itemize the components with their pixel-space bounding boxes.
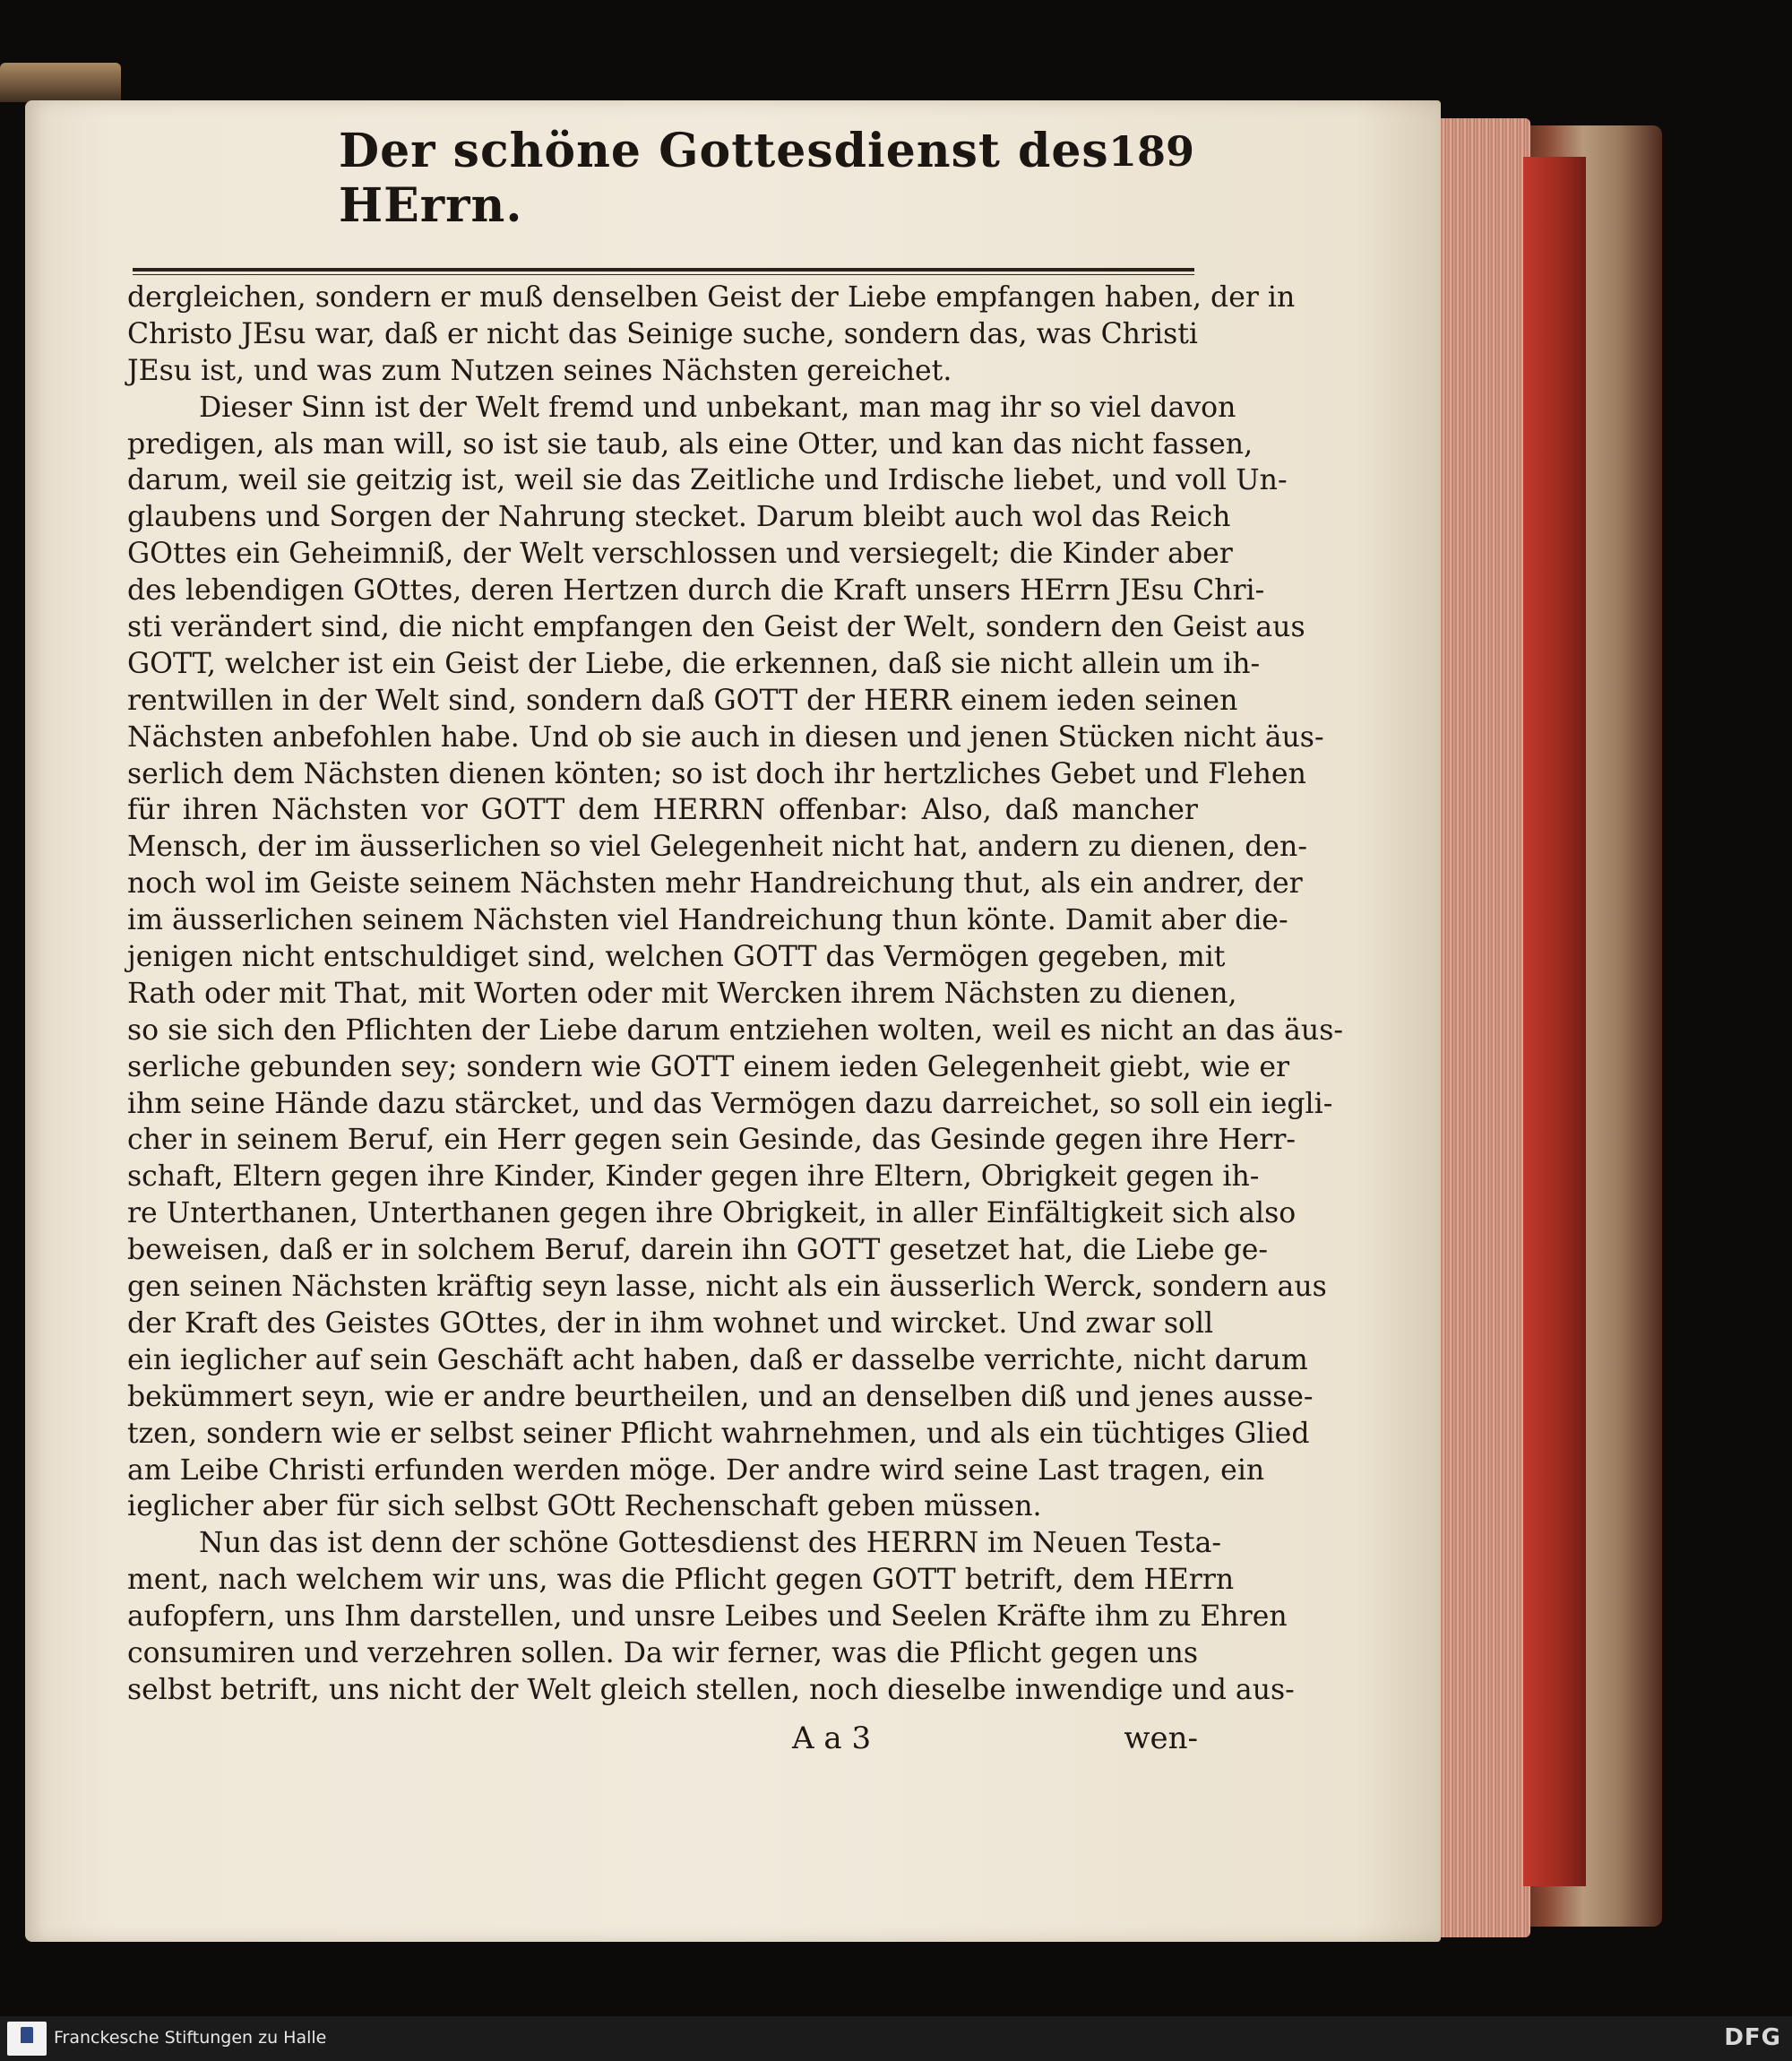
text-line: dergleichen, sondern er muß denselben Geist der Liebe empfangen haben, der in bbox=[127, 281, 1296, 314]
text-line: ein ieglicher auf sein Geschäft acht haben, daß er dasselbe verrichte, nicht darum bbox=[127, 1343, 1308, 1376]
text-line: predigen, als man will, so ist sie taub, als eine Otter, und kan das nicht fassen, bbox=[127, 427, 1254, 461]
text-line: der Kraft des Geistes GOttes, der in ihm wohnet und wircket. Und zwar soll bbox=[127, 1306, 1214, 1340]
text-line: noch wol im Geiste seinem Nächsten mehr Handreichung thut, als ein andrer, der bbox=[127, 867, 1303, 901]
book-spine bbox=[0, 63, 121, 102]
text-line: so sie sich den Pflichten der Liebe darum entziehen wolten, weil es nicht an das äus- bbox=[127, 1013, 1344, 1047]
text-line: im äusserlichen seinem Nächsten viel Handreichung thun könte. Damit aber die- bbox=[127, 904, 1288, 937]
page-edges bbox=[1432, 118, 1530, 1937]
page-number: 189 bbox=[1107, 127, 1194, 176]
text-line: Mensch, der im äusserlichen so viel Gelegenheit nicht hat, andern zu dienen, den- bbox=[127, 831, 1307, 864]
text-line: Dieser Sinn ist der Welt fremd und unbekant, man mag ihr so viel davon bbox=[199, 391, 1236, 424]
text-line: schaft, Eltern gegen ihre Kinder, Kinder gegen ihre Eltern, Obrigkeit gegen ih- bbox=[127, 1160, 1260, 1194]
text-line: beweisen, daß er in solchem Beruf, darein ihn GOTT gesetzet hat, die Liebe ge- bbox=[127, 1234, 1269, 1267]
text-body bbox=[127, 280, 1344, 1709]
text-line: tzen, sondern wie er selbst seiner Pflicht wahrnehmen, und als ein tüchtiges Glied bbox=[127, 1417, 1310, 1450]
text-line: sti verändert sind, die nicht empfangen den Geist der Welt, sondern den Geist aus bbox=[127, 611, 1305, 644]
text-line: Nun das ist denn der schöne Gottesdienst des HERRN im Neuen Testa- bbox=[199, 1527, 1222, 1560]
text-line: rentwillen in der Welt sind, sondern daß GOTT der HERR einem ieden seinen bbox=[127, 684, 1238, 717]
text-line: ment, nach welchem wir uns, was die Pflicht gegen GOTT betrift, dem HErrn bbox=[127, 1564, 1235, 1597]
text-line: Christo JEsu war, daß er nicht das Seinige suche, sondern das, was Christi bbox=[127, 317, 1198, 350]
header-rule bbox=[133, 268, 1194, 272]
text-line: GOTT, welcher ist ein Geist der Liebe, die erkennen, daß sie nicht allein um ih- bbox=[127, 647, 1261, 680]
page-header bbox=[115, 124, 1194, 233]
text-line: bekümmert seyn, wie er andre beurtheilen, und an denselben diß und jenes ausse- bbox=[127, 1380, 1314, 1413]
text-line: serliche gebunden sey; sondern wie GOTT einem ieden Gelegenheit giebt, wie er bbox=[127, 1050, 1290, 1083]
page-foot bbox=[127, 1720, 1198, 1760]
viewer-footer bbox=[0, 2016, 1792, 2061]
running-head: Der schöne Gottesdienst des HErrn. bbox=[339, 124, 1109, 233]
text-line: re Unterthanen, Unterthanen gegen ihre Obrigkeit, in aller Einfältigkeit sich also bbox=[127, 1197, 1297, 1230]
catchword: wen- bbox=[1124, 1720, 1198, 1756]
dfg-logo[interactable]: DFG bbox=[1724, 2024, 1781, 2051]
text-line: JEsu ist, und was zum Nutzen seines Nächsten gereichet. bbox=[127, 354, 952, 387]
signature-mark: A a 3 bbox=[792, 1720, 872, 1756]
text-line: serlich dem Nächsten dienen könten; so ist doch ihr hertzliches Gebet und Flehen bbox=[127, 757, 1306, 790]
text-line: Rath oder mit That, mit Worten oder mit Wercken ihrem Nächsten zu dienen, bbox=[127, 977, 1237, 1010]
institution-logo-icon[interactable] bbox=[7, 2022, 47, 2056]
institution-name[interactable]: Franckesche Stiftungen zu Halle bbox=[54, 2028, 327, 2048]
text-line: aufopfern, uns Ihm darstellen, und unsre Leibes und Seelen Kräfte ihm zu Ehren bbox=[127, 1600, 1288, 1634]
text-line: am Leibe Christi erfunden werden möge. Der andre wird seine Last tragen, ein bbox=[127, 1453, 1265, 1487]
text-line: GOttes ein Geheimniß, der Welt verschlossen und versiegelt; die Kinder aber bbox=[127, 538, 1233, 571]
text-line: darum, weil sie geitzig ist, weil sie das Zeitliche und Irdische liebet, und voll Un- bbox=[127, 464, 1288, 497]
text-line: jenigen nicht entschuldiget sind, welchen GOTT das Vermögen gegeben, mit bbox=[127, 941, 1226, 974]
text-line: gen seinen Nächsten kräftig seyn lasse, nicht als ein äusserlich Werck, sondern aus bbox=[127, 1271, 1327, 1304]
text-line: consumiren und verzehren sollen. Da wir ferner, was die Pflicht gegen uns bbox=[127, 1636, 1198, 1669]
header-rule-thin bbox=[133, 274, 1194, 275]
text-line: Nächsten anbefohlen habe. Und ob sie auch in diesen und jenen Stücken nicht äus- bbox=[127, 720, 1324, 754]
text-line: cher in seinem Beruf, ein Herr gegen sein Gesinde, das Gesinde gegen ihre Herr- bbox=[127, 1124, 1297, 1157]
text-line: ihm seine Hände dazu stärcket, und das Vermögen dazu darreichet, so soll ein iegli- bbox=[127, 1087, 1333, 1120]
red-page-edge bbox=[1523, 157, 1586, 1886]
text-line: glaubens und Sorgen der Nahrung stecket. Darum bleibt auch wol das Reich bbox=[127, 501, 1231, 534]
text-line: ieglicher aber für sich selbst GOtt Rechenschaft geben müssen. bbox=[127, 1490, 1042, 1523]
text-line: des lebendigen GOttes, deren Hertzen durch die Kraft unsers HErrn JEsu Chri- bbox=[127, 574, 1265, 608]
text-line: für ihren Nächsten vor GOTT dem HERRN offenbar: Also, daß mancher bbox=[127, 794, 1198, 827]
text-line: selbst betrift, uns nicht der Welt gleich stellen, noch dieselbe inwendige und aus- bbox=[127, 1673, 1295, 1706]
